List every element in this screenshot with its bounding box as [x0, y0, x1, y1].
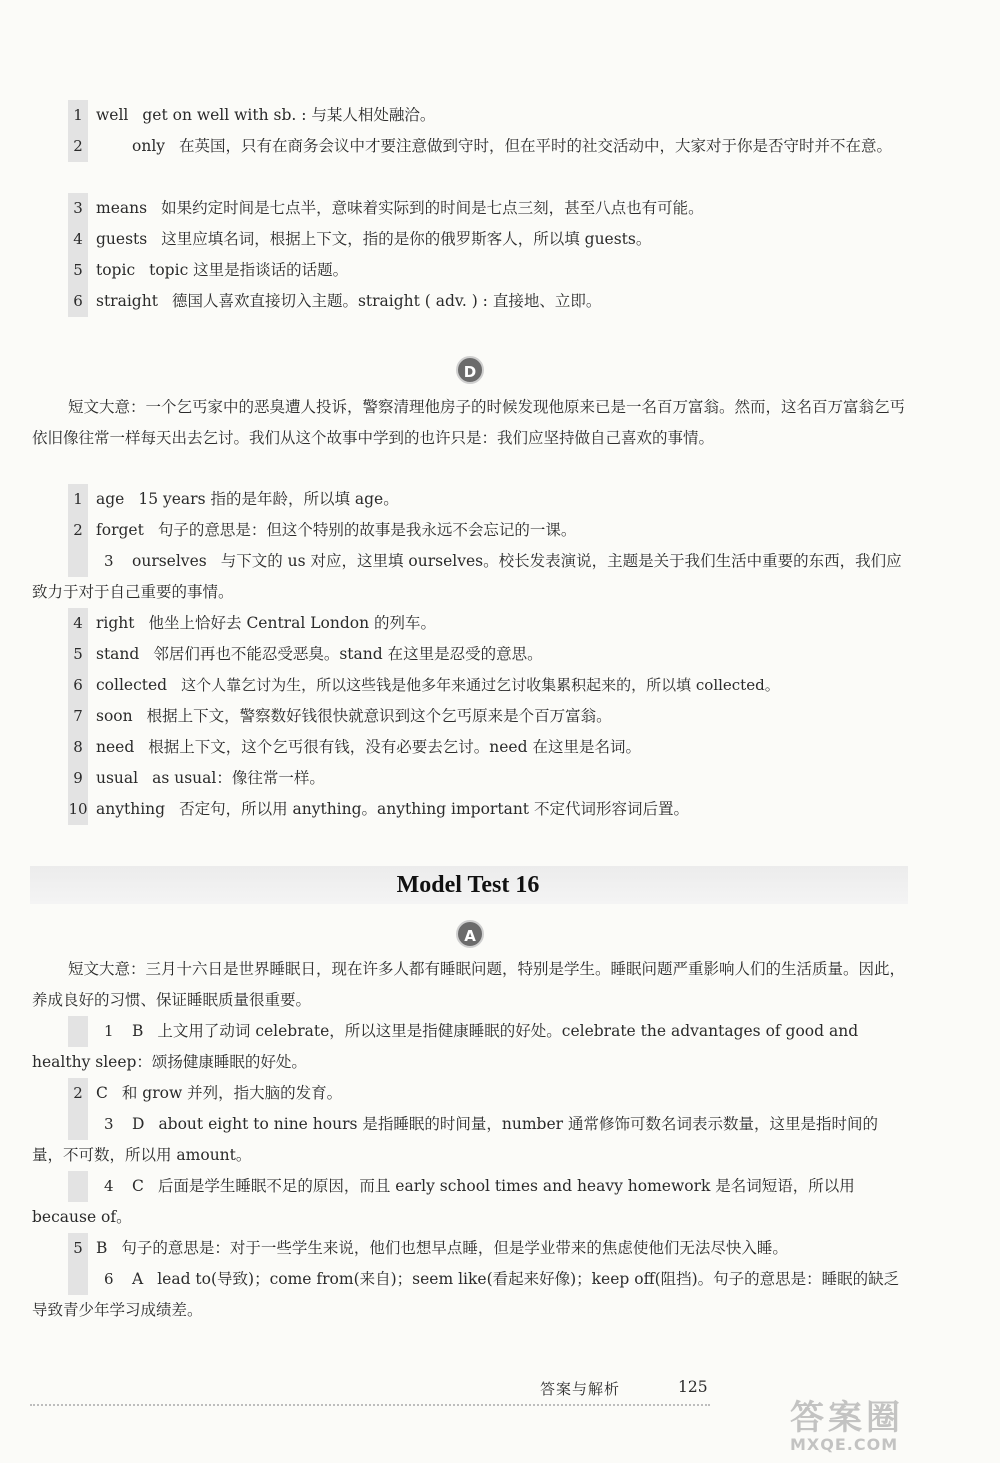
list-item — [68, 763, 908, 794]
list-item — [32, 131, 908, 162]
footer-divider — [30, 1404, 710, 1406]
item-explanation: 他坐上恰好去 Central London 的列车。 — [148, 614, 436, 632]
item-answer: A — [132, 1270, 144, 1288]
item-answer: anything — [96, 800, 166, 818]
list-item — [68, 639, 908, 670]
item-answer: straight — [96, 292, 158, 310]
item-number: 7 — [68, 701, 88, 732]
list-item — [68, 670, 908, 701]
footer-label: 答案与解析 — [540, 1380, 621, 1398]
item-number: 8 — [68, 732, 88, 763]
list-item — [32, 1109, 908, 1171]
item-explanation: topic 这里是指谈话的话题。 — [149, 261, 349, 279]
item-number: 4 — [68, 608, 88, 639]
item-explanation: 根据上下文，这个乞丐很有钱，没有必要去乞讨。need 在这里是名词。 — [148, 738, 641, 756]
watermark-site: MXQE.COM — [790, 1435, 899, 1454]
item-explanation: 否定句，所以用 anything。anything important 不定代词形容词后置。 — [179, 800, 689, 818]
item-number: 1 — [68, 1016, 88, 1047]
item-answer: well — [96, 106, 129, 124]
list-item — [68, 732, 908, 763]
section-summary: 短文大意：三月十六日是世界睡眠日，现在许多人都有睡眠问题，特别是学生。睡眠问题严重影响人们的生活质量。因此，养成良好的习惯、保证睡眠质量很重要。 — [32, 960, 906, 1009]
item-number: 2 — [68, 131, 88, 162]
item-explanation: 句子的意思是：对于一些学生来说，他们也想早点睡，但是学业带来的焦虑使他们无法尽快入睡。 — [121, 1239, 788, 1257]
item-number: 1 — [68, 484, 88, 515]
item-number: 6 — [68, 1264, 88, 1295]
item-answer: only — [132, 137, 166, 155]
item-number: 3 — [68, 546, 88, 577]
item-answer: forget — [96, 521, 144, 539]
section-title: Model Test 16 — [396, 872, 540, 898]
item-answer: soon — [96, 707, 133, 725]
item-explanation: 上文用了动词 celebrate，所以这里是指健康睡眠的好处。celebrate the advantages of good and healthy sleep：颂扬健康睡眠的好处。 — [32, 1022, 859, 1071]
item-explanation: 15 years 指的是年龄，所以填 age。 — [138, 490, 399, 508]
item-answer: stand — [96, 645, 140, 663]
list-item — [68, 608, 908, 639]
item-explanation: 和 grow 并列，指大脑的发育。 — [121, 1084, 343, 1102]
item-explanation: 邻居们再也不能忍受恶臭。stand 在这里是忍受的意思。 — [153, 645, 543, 663]
list-item — [68, 794, 908, 825]
item-answer: usual — [96, 769, 139, 787]
item-number: 5 — [68, 255, 88, 286]
item-explanation: about eight to nine hours 是指睡眠的时间量，number 通常修饰可数名词表示数量，这里是指时间的量，不可数，所以用 amount。 — [32, 1115, 878, 1164]
item-answer: ourselves — [132, 552, 207, 570]
item-answer: age — [96, 490, 125, 508]
list-item — [68, 484, 908, 515]
item-answer: means — [96, 199, 148, 217]
list-item — [32, 1016, 908, 1078]
watermark-text: 答案圈 — [790, 1398, 904, 1438]
item-number: 5 — [68, 639, 88, 670]
section-summary: 短文大意：一个乞丐家中的恶臭遭人投诉，警察清理他房子的时候发现他原来已是一名百万富翁。然而，这名百万富翁乞丐依旧像往常一样每天出去乞讨。我们从这个故事中学到的也许只是：我们应坚持做自己喜欢的事情。 — [32, 398, 906, 447]
item-number: 2 — [68, 1078, 88, 1109]
item-explanation: 这里应填名词，根据上下文，指的是你的俄罗斯客人，所以填 guests。 — [161, 230, 652, 248]
item-explanation: 在英国，只有在商务会议中才要注意做到守时，但在平时的社交活动中，大家对于你是否守时并不在意。 — [179, 137, 893, 155]
item-explanation: lead to(导致)；come from(来自)；seem like(看起来好像)；keep off(阻挡)。句子的意思是：睡眠的缺乏导致青少年学习成绩差。 — [32, 1270, 900, 1319]
list-item — [68, 193, 908, 224]
item-answer: need — [96, 738, 135, 756]
list-item — [32, 1171, 908, 1233]
item-number: 3 — [68, 193, 88, 224]
item-explanation: 德国人喜欢直接切入主题。straight ( adv. ) : 直接地、立即。 — [171, 292, 602, 310]
item-explanation: 句子的意思是：但这个特别的故事是我永远不会忘记的一课。 — [157, 521, 577, 539]
item-number: 4 — [68, 224, 88, 255]
list-item — [68, 1078, 908, 1109]
item-answer: C — [96, 1084, 108, 1102]
list-item — [32, 1264, 908, 1326]
item-number: 4 — [68, 1171, 88, 1202]
watermark-logo — [790, 1390, 990, 1460]
item-answer: B — [132, 1022, 144, 1040]
section-badge-d: D — [456, 356, 484, 384]
item-explanation: 如果约定时间是七点半，意味着实际到的时间是七点三刻，甚至八点也有可能。 — [161, 199, 704, 217]
list-item — [68, 286, 908, 317]
item-number: 2 — [68, 515, 88, 546]
item-explanation: 这个人靠乞讨为生，所以这些钱是他多年来通过乞讨收集累积起来的，所以填 collected。 — [181, 676, 780, 694]
item-number: 1 — [68, 100, 88, 131]
list-item — [32, 546, 908, 608]
item-explanation: 根据上下文，警察数好钱很快就意识到这个乞丐原来是个百万富翁。 — [146, 707, 612, 725]
list-item — [68, 224, 908, 255]
item-answer: C — [132, 1177, 144, 1195]
item-answer: right — [96, 614, 135, 632]
item-answer: D — [132, 1115, 145, 1133]
item-number: 10 — [68, 794, 88, 825]
list-item — [68, 255, 908, 286]
item-number: 3 — [68, 1109, 88, 1140]
item-number: 9 — [68, 763, 88, 794]
list-item — [68, 100, 908, 131]
item-number: 6 — [68, 670, 88, 701]
list-item — [68, 515, 908, 546]
list-item — [68, 1233, 908, 1264]
item-explanation: 与下文的 us 对应，这里填 ourselves。校长发表演说，主题是关于我们生活中重要的东西，我们应致力于对于自己重要的事情。 — [32, 552, 902, 601]
item-answer: topic — [96, 261, 136, 279]
item-answer: guests — [96, 230, 148, 248]
page-number: 125 — [678, 1378, 708, 1396]
item-number: 5 — [68, 1233, 88, 1264]
item-answer: collected — [96, 676, 168, 694]
item-number: 6 — [68, 286, 88, 317]
list-item — [68, 701, 908, 732]
item-answer: B — [96, 1239, 108, 1257]
item-explanation: as usual：像往常一样。 — [152, 769, 325, 787]
item-explanation: 后面是学生睡眠不足的原因，而且 early school times and heavy homework 是名词短语，所以用 because of。 — [32, 1177, 855, 1226]
item-explanation: get on well with sb. : 与某人相处融洽。 — [142, 106, 436, 124]
section-badge-a: A — [456, 920, 484, 948]
